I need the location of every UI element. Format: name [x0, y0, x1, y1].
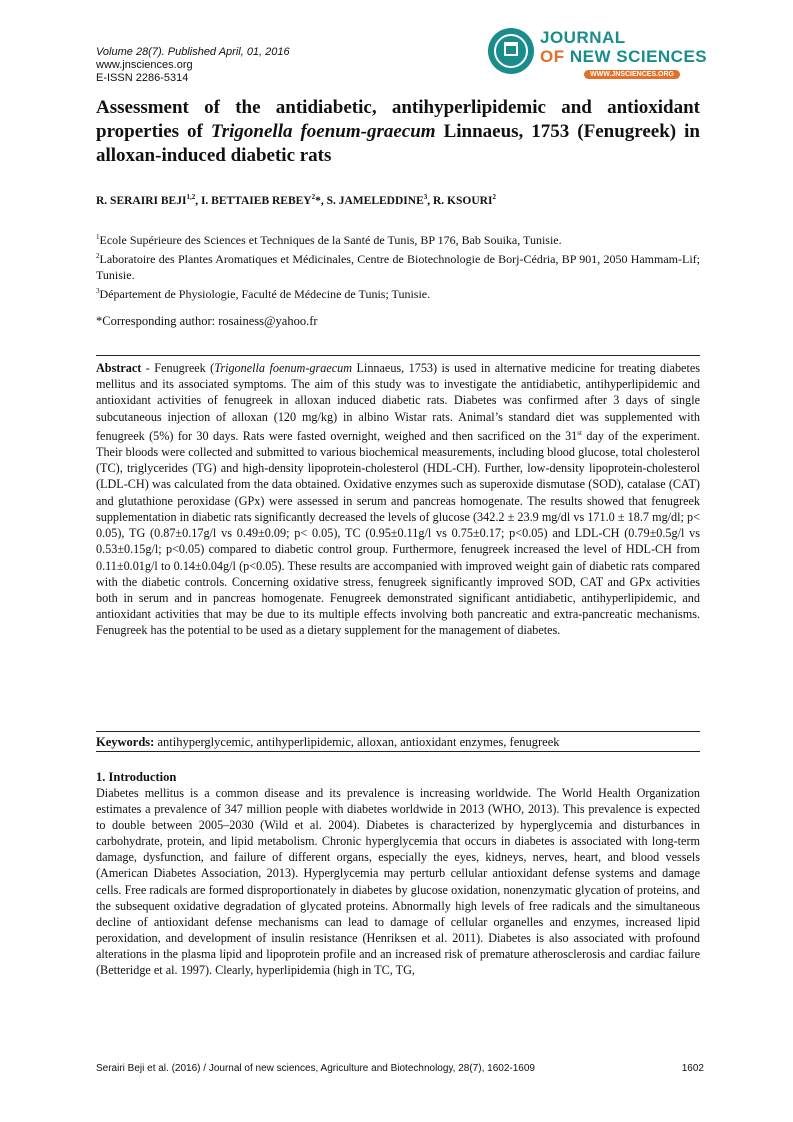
affiliation: $^1$Ecole Supérieure des Sciences et Techniques de la Santé de Tunis, BP 176, Bab Souika, Tunisie. — [96, 233, 562, 247]
species-name: Trigonella foenum-graecum — [210, 121, 436, 142]
keywords-rule — [96, 751, 700, 752]
paper-title: Assessment of the antidiabetic, antihyperlipidemic and antioxidant properties of Trigonella foenum-graecum Linnaeus, 1753 (Fenugreek) in alloxan-induced diabetic rats — [96, 97, 700, 166]
volume-info: Volume 28(7). Published April, 01, 2016 — [96, 46, 290, 58]
affiliation: $^3$Département de Physiologie, Faculté de Médecine de Tunis; Tunisie. — [96, 287, 431, 301]
logo-url: WWW.JNSCIENCES.ORG — [584, 70, 680, 79]
author: I. BETTAIEB REBEY$^2$*, — [200, 193, 327, 207]
introduction-text: Diabetes mellitus is a common disease and its prevalence is increasing worldwide. The World Health Organization estimates a prevalence of 347 million people with diabetes worldwide in 2013 (WHO, 2013). This prevalence is expected to double between 2005–2030 (Wild et al. 2004). Diabetes is characterized by hyperglycemia and disturbances in carbohydrate, protein, and lipid metabolism. Chronic hyperglycemia that occurs in diabetes is associated with long-term damage, dysfunction, and failure of different organs, especially the eyes, kidneys, nerves, heart, and blood vessels (American Diabetes Association, 2013). Hyperglycemia may perturb cellular antioxidant defense systems and damage cells. Free radicals are formed disproportionately in diabetes by glucose oxidation, nonenzymatic glycation of proteins, and the subsequent oxidative degradation of glycated proteins. Abnormally high levels of free radicals and the simultaneous decline of antioxidant defense mechanisms can lead to damage of cellular organelles and enzymes, increased lipid peroxidation, and development of insulin resistance (Henriksen et al. 2011). Diabetes is also associated with profound alterations in the plasma lipid and lipoprotein profile and an increased risk of premature atherosclerosis and cardiac failure (Betteridge et al. 1997). Clearly, hyperlipidemia (high in TC, TG, — [96, 786, 700, 978]
logo-line2: OF NEW SCIENCES — [540, 47, 708, 66]
keywords: Keywords: antihyperglycemic, antihyperlipidemic, alloxan, antioxidant enzymes, fenugreek — [96, 735, 560, 749]
seal-icon — [488, 28, 534, 74]
author-list — [96, 193, 700, 207]
abstract-top-rule — [96, 355, 700, 356]
footer-citation: Serairi Beji et al. (2016) / Journal of new sciences, Agriculture and Biotechnology, 28(7), 1602-1609 — [96, 1063, 535, 1074]
page-number: 1602 — [681, 1063, 704, 1074]
corresponding-author: *Corresponding author: rosainess@yahoo.fr — [96, 314, 318, 328]
affiliation: $^2$Laboratoire des Plantes Aromatiques et Médicinales, Centre de Biotechnologie de Borj-Cédria, BP 901, 2050 Hammam-Lif; Tunisie. — [96, 252, 700, 282]
author: S. JAMELEDDINE$^3$, — [326, 193, 433, 207]
journal-website: www.jnsciences.org — [96, 59, 193, 71]
abstract-bottom-rule — [96, 731, 700, 732]
affiliations — [96, 229, 700, 302]
journal-logo — [488, 28, 708, 86]
author: R. KSOURI$^2$ — [433, 193, 496, 207]
journal-header — [96, 46, 290, 85]
eissn: E-ISSN 2286-5314 — [96, 72, 189, 84]
author: R. SERAIRI BEJI$^{1,2}$, — [96, 193, 201, 207]
page-footer — [96, 1063, 704, 1074]
logo-line1: JOURNAL — [540, 28, 626, 47]
section-heading-introduction: 1. Introduction — [96, 770, 177, 784]
abstract: Abstract - Fenugreek (Trigonella foenum-graecum Linnaeus, 1753) is used in alternative medicine for treating diabetes mellitus and its associated symptoms. The aim of this study was to investigate the antidiabetic, antihyperlipidemic and antioxidant activities of fenugreek in alloxan induced diabetic rats. Diabetes was confirmed after 3 days of single subcutaneous injection of alloxan (120 mg/kg) in albino Wistar rats. Animal’s standard diet was supplemented with fenugreek (5%) for 30 days. Rats were fasted overnight, weighed and then sacrificed on the 31st day of the experiment. Their bloods were collected and submitted to various biochemical measurements, including blood glucose, total cholesterol (TC), triglycerides (TG) and high-density lipoprotein-cholesterol (HDL-CH). Further, low-density lipoprotein-cholesterol (LDL-CH) was calculated from the data obtained. Oxidative enzymes such as superoxide dismutase (SOD), catalase (CAT) and glutathione peroxidase (GPx) were assessed in serum and pancreas homogenate. The results showed that fenugreek supplementation in diabetic rats significantly decreased the levels of glucose (342.2 ± 23.9 mg/dl vs 171.0 ± 18.7 mg/dl; p< 0.05), TG (0.87±0.17g/l vs 0.49±0.09; p< 0.05), TC (0.95±0.11g/l vs 0.75±0.17; p<0.05) and LDL-CH (0.79±0.5g/l vs 0.53±0.15g/l; p<0.05) compared to diabetic control group. Furthermore, fenugreek increased the level of HDL-CH from 0.11±0.01g/l to 0.14±0.04g/l (p<0.05). These results are accompanied with improved weight gain of diabetic rats compared with the diabetic controls. Concerning oxidative stress, fenugreek significantly improved SOD, CAT and GPx activities both in serum and in pancreas homogenate. Fenugreek demonstrated significant antidiabetic, antihyperlipidemic, and antioxidant activities that may be due to its multiple effects involving both pancreatic and extra-pancreatic mechanisms. Fenugreek has the potential to be used as a dietary supplement for the management of diabetes. — [96, 361, 700, 638]
